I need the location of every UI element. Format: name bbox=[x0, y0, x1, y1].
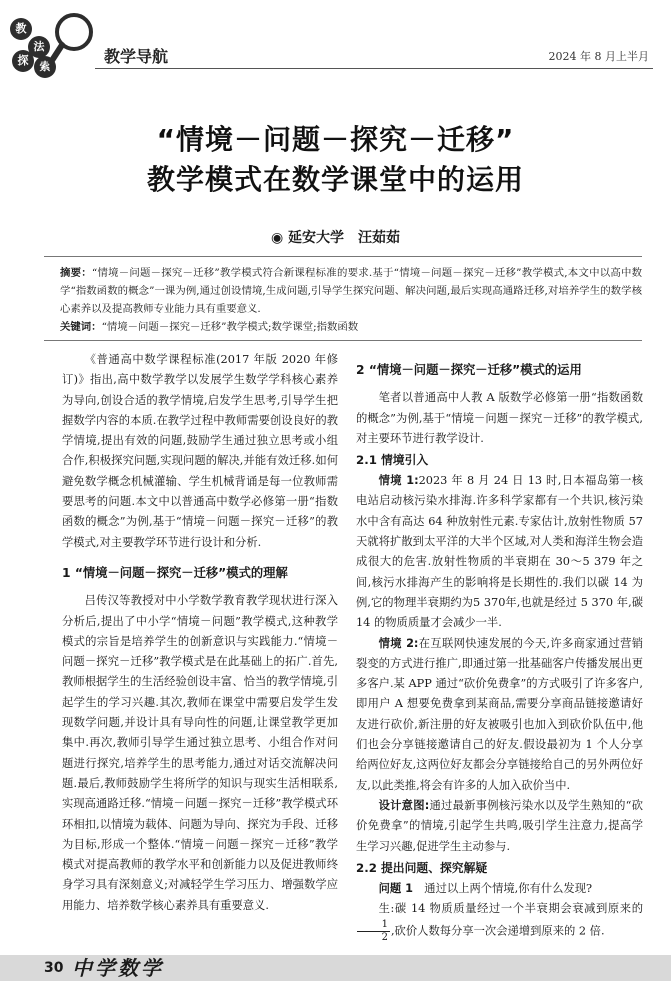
issue-date: 2024 年 8 月上半月 bbox=[548, 50, 649, 63]
badge-char-suo: 索 bbox=[34, 56, 56, 78]
scenario-1-label: 情境 1: bbox=[378, 474, 419, 488]
question-1 bbox=[356, 879, 643, 899]
subsection-heading-2-1: 2.1 情境引入 bbox=[356, 453, 429, 468]
magnifier-icon bbox=[48, 8, 100, 70]
design-intent-text: 通过最新事例核污染水以及学生熟知的“砍价免费拿”的情境,引起学生共鸣,吸引学生注意力,提高学生学习兴趣,促进学生主动参与. bbox=[356, 798, 643, 853]
design-intent-label: 设计意图: bbox=[378, 798, 430, 812]
question-1-label: 问题 1 bbox=[378, 881, 413, 895]
article-title-line-1: “情境－问题－探究－迁移” bbox=[156, 123, 515, 156]
scenario-2-text: 在互联网快速发展的今天,许多商家通过营销裂变的方式进行推广,即通过第一批基础客户传播发展出更多客户.某 APP 通过“砍价免费拿”的方式吸引了许多客户,即用户 A 想要免费拿到某商品,需要分享商品链接邀请好友进行砍价,新注册的好友被吸引也加入到砍价队伍中,他们也会分享链接邀请自己的好友.假设最初为 1 个人分享给两位好友,这两位好友都会分享链接给自己的另外两位好友,以此类推,将会有许多的人加入砍价当中. bbox=[356, 636, 644, 792]
author-line: ◉ 延安大学 汪茹茹 bbox=[270, 230, 401, 246]
section-heading-2: 2 “情境－问题－探究－迁移”模式的运用 bbox=[356, 363, 582, 377]
question-1-text: 通过以上两个情境,你有什么发现? bbox=[412, 881, 593, 895]
design-intent bbox=[356, 796, 643, 857]
keywords bbox=[60, 318, 642, 336]
answer-part-1: 生:碳 14 物质质量经过一个半衰期会衰减到原来的 bbox=[378, 902, 643, 916]
article-title-line-2: 教学模式在数学课堂中的运用 bbox=[146, 163, 524, 196]
section-heading-1: 1 “情境－问题－探究－迁移”模式的理解 bbox=[62, 565, 288, 580]
student-answer bbox=[356, 899, 643, 944]
intro-paragraph: 《普通高中数学课程标准(2017 年版 2020 年修订)》指出,高中数学教学以发展学生数学学科核心素养为导向,创设合适的教学情境,启发学生思考,引导学生把握数学内容的本质.在教学过程中教师需要创设良好的教学情境,提出有效的问题,鼓励学生通过独立思考或小组合作,积极探究问题,实现问题的解决,并能有效迁移.如何避免数学概念机械灌输、学生机械背诵是每一位教师需要思考的问题.本文中以普通高中数学必修第一册“指数函数的概念”为例,基于“情境－问题－探究－迁移”的教学模式,对主要教学环节进行设计和分析. bbox=[62, 353, 338, 549]
section-2-intro: 笔者以普通高中人教 A 版数学必修第一册“指数函数的概念”为例,基于“情境－问题－探究－迁移”的教学模式,对主要环节进行教学设计. bbox=[356, 391, 643, 445]
right-column bbox=[356, 360, 643, 944]
fraction-one-half bbox=[357, 919, 390, 944]
page-header bbox=[0, 0, 671, 78]
subsection-heading-2-2: 2.2 提出问题、探究解疑 bbox=[356, 860, 488, 875]
scenario-2 bbox=[356, 634, 643, 796]
section-name: 教学导航 bbox=[104, 47, 169, 66]
abstract-text: “情境－问题－探究－迁移”教学模式符合新课程标准的要求.基于“情境－问题－探究－迁移”教学模式,本文中以高中数学“指数函数的概念”一课为例,通过创设情境,生成问题,引导学生探究问题、解决问题,最后实现高通路迁移,对培养学生的数学核心素养以及提高教师专业能力具有重要意义. bbox=[60, 267, 642, 315]
section-1-paragraph: 吕传汉等教授对中小学数学教育教学现状进行深入分析后,提出了中小学“情境－问题”教学模式,这种教学模式的宗旨是培养学生的创新意识与实践能力.“情境－问题－探究－迁移”教学模式是在此基础上的拓广.首先,教师根据学生的生活经验创设丰富、恰当的教学情境,引起学生的学习兴趣.其次,教师在课堂中需要启发学生发现数学问题,并设计具有导向性的问题,让课堂教学更加集中.再次,教师引导学生通过独立思考、小组合作对问题进行探究,培养学生的思考能力,通过对话交流解决问题.最后,教师鼓励学生将所学的知识与现实生活相联系,实现高通路迁移.“情境－问题－探究－迁移”教学模式环环相扣,以情境为载体、问题为导向、探究为手段、迁移为目标,形成一个整体.“情境－问题－探究－迁移”教学模式对提高教师的教学水平和创新能力以及促进教师终身学习具有深刻意义;对减轻学生学习压力、增强数学应用能力、培养数学核心素养具有重要意义. bbox=[62, 594, 338, 912]
scenario-1-text: 2023 年 8 月 24 日 13 时,日本福岛第一核电站启动核污染水排海.许多科学家都有一个共识,核污染水中含有高达 64 种放射性元素.专家估计,放射性物质 57 天就将扩散到太平洋的大半个区域,对人类和海洋生物会造成很大的危害.放射性物质的半衰期在 30～5 379 年之间,核污水排海产生的影响将是长期性的.我们以碳 14 为例,它的物理半衰期约为5 370年,也就是经过 5 370 年,碳 14 的物质质量才会减少一半. bbox=[356, 474, 644, 630]
scenario-1 bbox=[356, 471, 643, 633]
journal-name: 中学数学 bbox=[72, 956, 164, 980]
abstract bbox=[60, 264, 642, 318]
answer-part-2: ,砍价人数每分享一次会递增到原来的 2 倍. bbox=[390, 924, 605, 938]
page-number: 30 bbox=[44, 960, 64, 976]
abstract-label: 摘要： bbox=[60, 267, 92, 279]
badge-char-fa: 法 bbox=[28, 36, 50, 58]
fraction-numerator: 1 bbox=[357, 919, 390, 932]
header-rule bbox=[95, 68, 653, 69]
keywords-label: 关键词： bbox=[60, 321, 102, 333]
keywords-text: “情境－问题－探究－迁移”教学模式;数学课堂;指数函数 bbox=[101, 321, 359, 333]
badge-char-tan: 探 bbox=[12, 50, 34, 72]
badge-char-jiao: 教 bbox=[10, 18, 32, 40]
fraction-denominator: 2 bbox=[381, 932, 388, 944]
scenario-2-label: 情境 2: bbox=[378, 636, 419, 650]
left-column bbox=[62, 350, 338, 916]
abstract-top-rule bbox=[44, 256, 642, 257]
abstract-bottom-rule bbox=[44, 340, 642, 341]
